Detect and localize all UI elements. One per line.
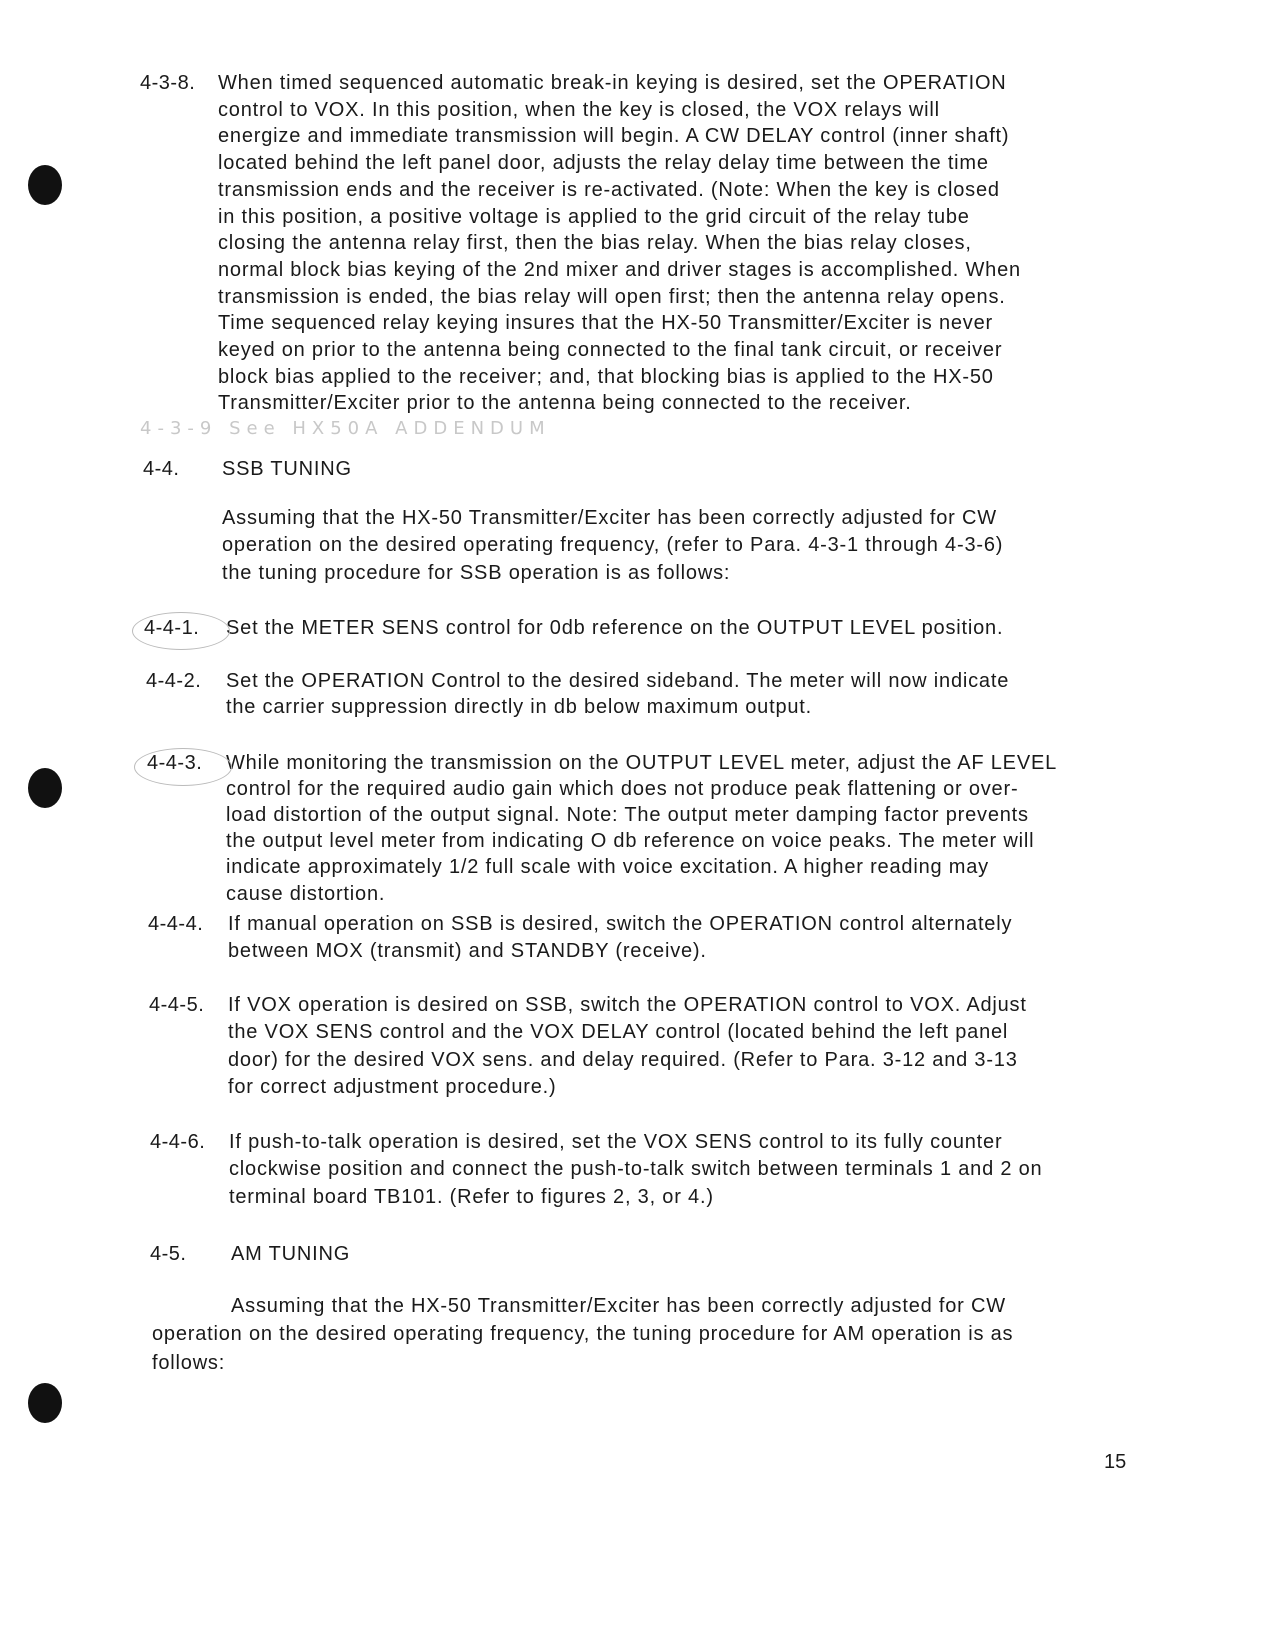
- text-line: transmission ends and the receiver is re-activated. (Note: When the key is closed: [218, 178, 1000, 201]
- text-line: cause distortion.: [226, 882, 386, 905]
- section-number: 4-4.: [143, 458, 180, 480]
- text-line: When timed sequenced automatic break-in keying is desired, set the OPERATION: [218, 72, 1007, 94]
- text-line: Set the OPERATION Control to the desired sideband. The meter will now indicate: [226, 670, 1010, 692]
- section-number: 4-4-3.: [147, 752, 203, 774]
- section-number: 4-4-4.: [148, 913, 204, 935]
- page-number: 15: [1104, 1451, 1127, 1473]
- text-line: load distortion of the output signal. Note: The output meter damping factor prevents: [226, 804, 1029, 827]
- text-line: If push-to-talk operation is desired, set the VOX SENS control to its fully counter: [229, 1131, 1003, 1153]
- text-line: block bias applied to the receiver; and, that blocking bias is applied to the HX-50: [218, 365, 994, 388]
- text-line: for correct adjustment procedure.): [228, 1076, 557, 1099]
- punch-hole: [28, 1383, 62, 1423]
- text-line: keyed on prior to the antenna being connected to the final tank circuit, or receiver: [218, 339, 1003, 361]
- text-line: If VOX operation is desired on SSB, switch the OPERATION control to VOX. Adjust: [228, 994, 1027, 1016]
- text-line: door) for the desired VOX sens. and delay required. (Refer to Para. 3-12 and 3-13: [228, 1048, 1018, 1071]
- section-number: 4-3-8.: [140, 72, 196, 94]
- punch-hole: [28, 165, 62, 205]
- circled-number: [132, 612, 230, 650]
- section-number: 4-4-1.: [144, 617, 200, 639]
- text-line: Set the METER SENS control for 0db reference on the OUTPUT LEVEL position.: [226, 617, 1004, 639]
- text-line: closing the antenna relay first, then the bias relay. When the bias relay closes,: [218, 232, 972, 255]
- text-line: normal block bias keying of the 2nd mixer and driver stages is accomplished. When: [218, 258, 1021, 281]
- text-line: indicate approximately 1/2 full scale with voice excitation. A higher reading may: [226, 856, 989, 879]
- text-line: operation on the desired operating frequency, (refer to Para. 4-3-1 through 4-3-6): [222, 534, 1004, 557]
- handwritten-note: 4-3-9 See HX50A ADDENDUM: [140, 418, 551, 439]
- punch-hole: [28, 768, 62, 808]
- text-line: SSB TUNING: [222, 458, 352, 480]
- section-number: 4-4-5.: [149, 994, 205, 1016]
- text-line: If manual operation on SSB is desired, switch the OPERATION control alternately: [228, 913, 1013, 935]
- text-line: AM TUNING: [231, 1243, 351, 1265]
- text-line: control to VOX. In this position, when the key is closed, the VOX relays will: [218, 98, 940, 121]
- text-line: terminal board TB101. (Refer to figures 2, 3, or 4.): [229, 1185, 714, 1208]
- text-line: the output level meter from indicating O db reference on voice peaks. The meter will: [226, 830, 1035, 853]
- text-line: in this position, a positive voltage is applied to the grid circuit of the relay tube: [218, 205, 970, 228]
- section-number: 4-4-2.: [146, 670, 202, 692]
- section-number: 4-4-6.: [150, 1131, 206, 1153]
- text-line: follows:: [152, 1351, 226, 1374]
- text-line: the tuning procedure for SSB operation is as follows:: [222, 561, 731, 584]
- text-line: located behind the left panel door, adjusts the relay delay time between the time: [218, 152, 989, 175]
- section-number: 4-5.: [150, 1243, 187, 1265]
- text-line: between MOX (transmit) and STANDBY (receive).: [228, 940, 707, 963]
- text-line: Assuming that the HX-50 Transmitter/Exciter has been correctly adjusted for CW: [222, 507, 997, 529]
- text-line: While monitoring the transmission on the OUTPUT LEVEL meter, adjust the AF LEVEL: [226, 752, 1058, 774]
- text-line: control for the required audio gain which does not produce peak flattening or over-: [226, 778, 1019, 801]
- text-line: energize and immediate transmission will begin. A CW DELAY control (inner shaft): [218, 125, 1010, 148]
- text-line: Assuming that the HX-50 Transmitter/Exciter has been correctly adjusted for CW: [231, 1295, 1006, 1317]
- circled-number: [134, 748, 232, 786]
- text-line: the carrier suppression directly in db below maximum output.: [226, 696, 813, 719]
- text-line: Time sequenced relay keying insures that the HX-50 Transmitter/Exciter is never: [218, 312, 993, 335]
- text-line: Transmitter/Exciter prior to the antenna being connected to the receiver.: [218, 392, 912, 415]
- text-line: transmission is ended, the bias relay will open first; then the antenna relay opens.: [218, 285, 1006, 308]
- text-line: the VOX SENS control and the VOX DELAY control (located behind the left panel: [228, 1021, 1009, 1044]
- text-line: clockwise position and connect the push-to-talk switch between terminals 1 and 2 on: [229, 1158, 1043, 1181]
- text-line: operation on the desired operating frequency, the tuning procedure for AM operation is as: [152, 1323, 1014, 1346]
